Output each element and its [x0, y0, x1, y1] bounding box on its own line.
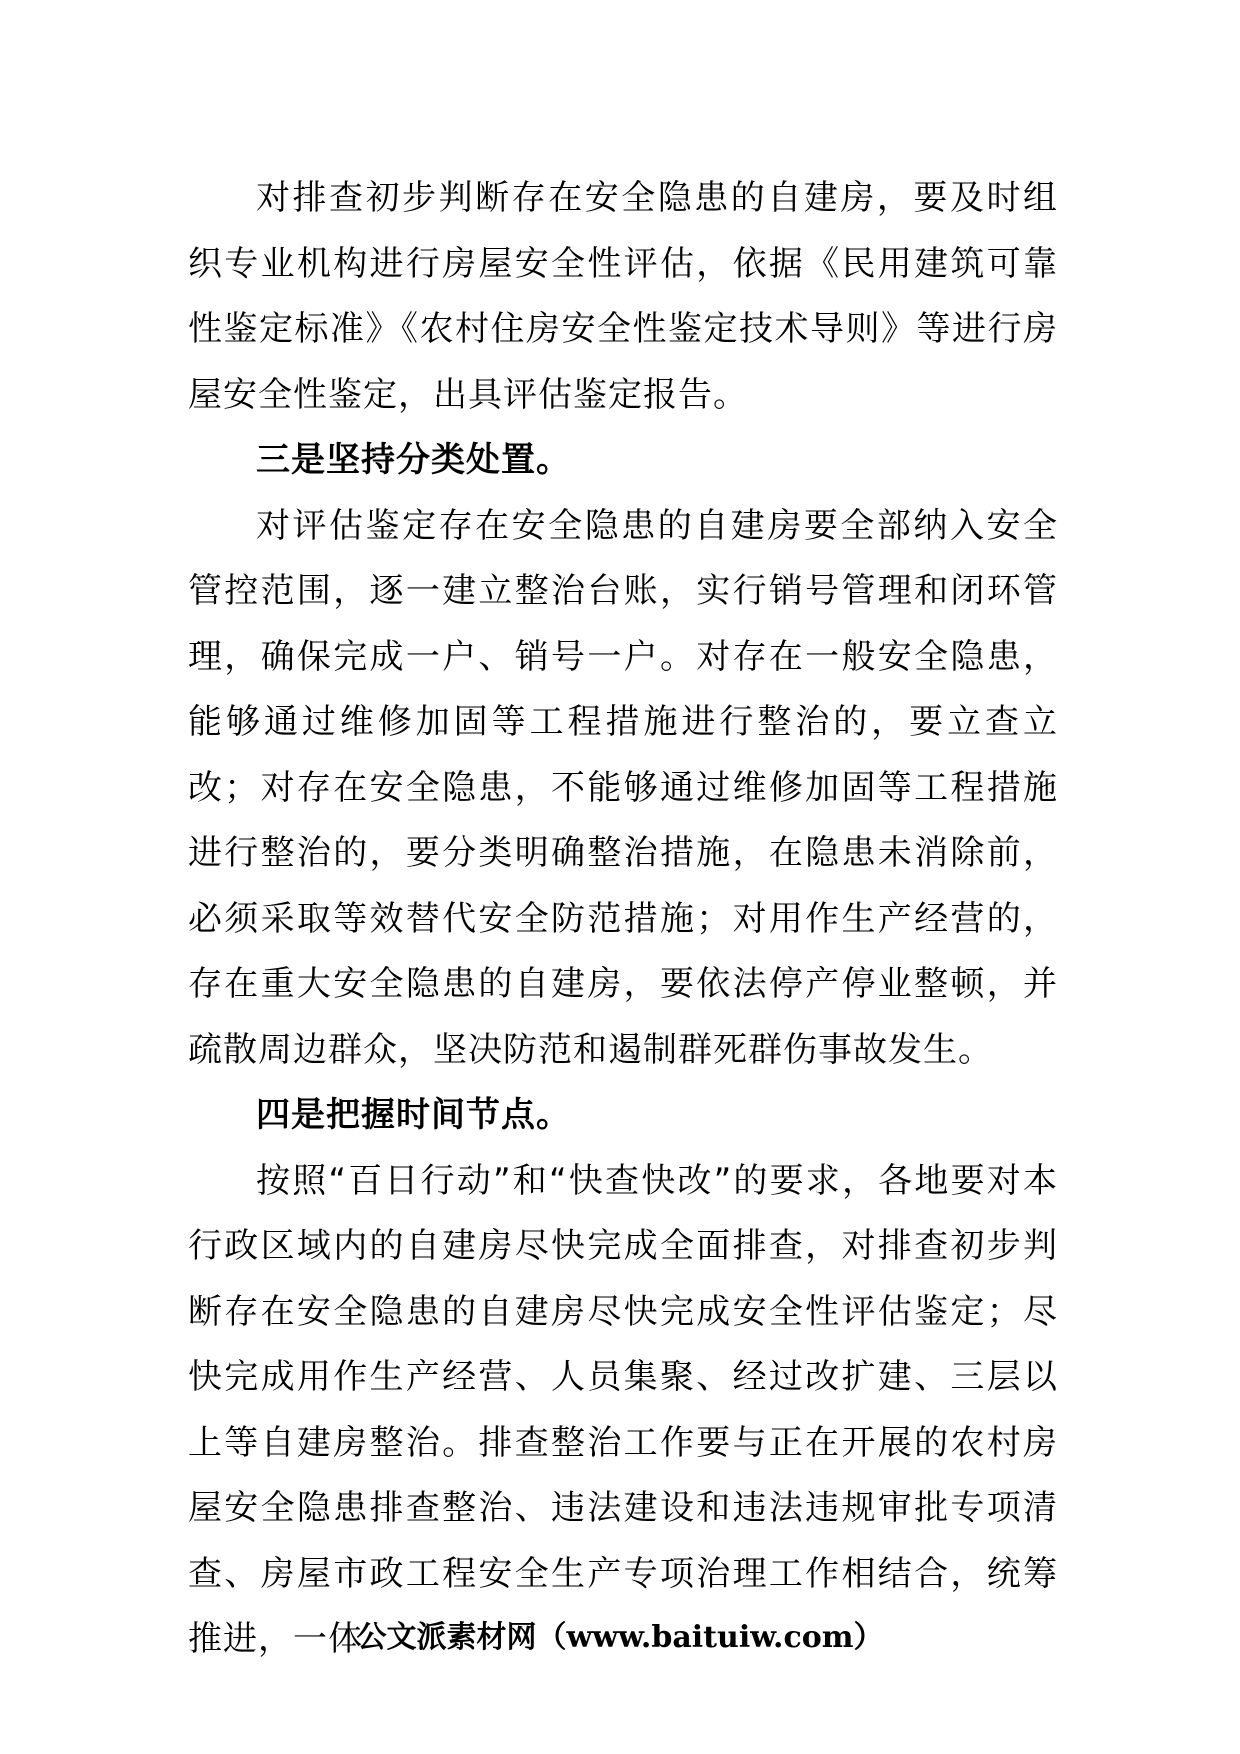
paragraph-safety-assessment: 对排查初步判断存在安全隐患的自建房，要及时组织专业机构进行房屋安全性评估，依据《民用建筑可靠性鉴定标准》《农村住房安全性鉴定技术导则》等进行房屋安全性鉴定，出具评估鉴定报告。 [188, 178, 1058, 415]
section-heading-classified-disposal: 三是坚持分类处置。 [256, 440, 571, 480]
document-body [188, 166, 1058, 1673]
section-heading-time-nodes: 四是把握时间节点。 [256, 1095, 571, 1135]
paragraph-classified-disposal: 对评估鉴定存在安全隐患的自建房要全部纳入安全管控范围，逐一建立整治台账，实行销号管理和闭环管理，确保完成一户、销号一户。对存在一般安全隐患，能够通过维修加固等工程措施进行整治的，要立查立改；对存在安全隐患，不能够通过维修加固等工程措施进行整治的，要分类明确整治措施，在隐患未消除前，必须采取等效替代安全防范措施；对用作生产经营的，存在重大安全隐患的自建房，要依法停产停业整顿，并疏散周边群众，坚决防范和遏制群死群伤事故发生。 [188, 505, 1058, 1070]
paragraph-time-nodes: 按照“百日行动”和“快查快改”的要求，各地要对本行政区域内的自建房尽快完成全面排查，对排查初步判断存在安全隐患的自建房尽快完成安全性评估鉴定；尽快完成用作生产经营、人员集聚、经过改扩建、三层以上等自建房整治。排查整治工作要与正在开展的农村房屋安全隐患排查整治、违法建设和违法违规审批专项清查、房屋市政工程安全生产专项治理工作相结合，统筹推进，一体 [188, 1160, 1058, 1659]
page-footer-watermark: 公文派素材网（www.baituiw.com） [356, 1620, 884, 1655]
